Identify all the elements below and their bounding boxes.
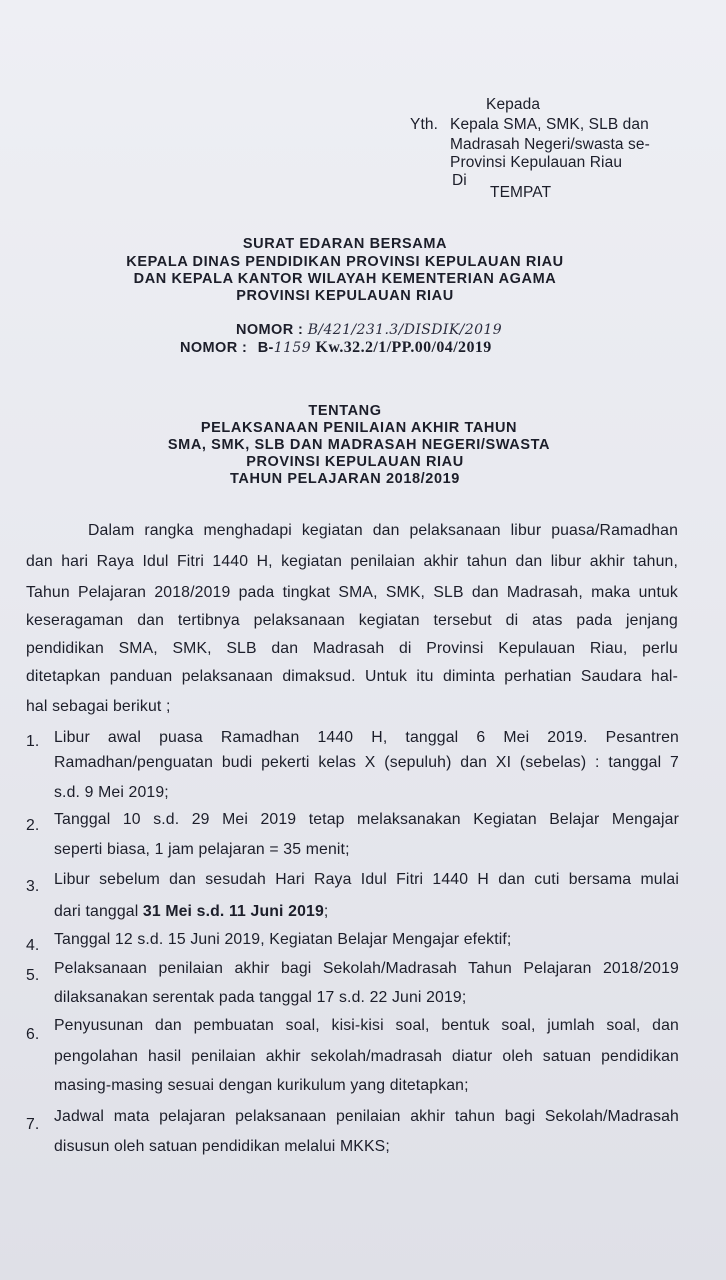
address-di: Di: [452, 172, 467, 189]
tentang-line-3: PROVINSI KEPULAUAN RIAU: [246, 454, 464, 470]
address-line1: Kepala SMA, SMK, SLB dan: [450, 116, 649, 133]
address-line2: Madrasah Negeri/swasta se-: [450, 136, 650, 153]
item-3-date-range: 31 Mei s.d. 11 Juni 2019: [142, 903, 324, 920]
item-5-number: 5.: [26, 967, 40, 984]
address-tempat: TEMPAT: [490, 184, 552, 201]
item-7-line-1: Jadwal mata pelajaran pelaksanaan penilaian akhir tahun bagi Sekolah/Madrasah: [54, 1108, 679, 1125]
item-3-line-2-prefix: dari tanggal: [54, 903, 143, 920]
intro-line-7: hal sebagai berikut ;: [26, 698, 171, 715]
item-1-line-3: s.d. 9 Mei 2019;: [54, 784, 169, 801]
item-5-line-1: Pelaksanaan penilaian akhir bagi Sekolah/Madrasah Tahun Pelajaran 2018/2019: [54, 960, 679, 977]
item-6-line-2: pengolahan hasil penilaian akhir sekolah/madrasah diatur oleh satuan pendidikan: [54, 1048, 679, 1065]
item-7-line-2: disusun oleh satuan pendidikan melalui MKKS;: [54, 1138, 390, 1155]
intro-line-2: dan hari Raya Idul Fitri 1440 H, kegiatan penilaian akhir tahun dan libur akhir tahun,: [26, 553, 678, 570]
title-line-2: KEPALA DINAS PENDIDIKAN PROVINSI KEPULAUAN RIAU: [126, 254, 564, 270]
item-2-line-1: Tanggal 10 s.d. 29 Mei 2019 tetap melaksanakan Kegiatan Belajar Mengajar: [54, 811, 679, 828]
item-3-number: 3.: [26, 878, 40, 895]
nomor-2-label: NOMOR :: [180, 340, 248, 356]
item-5-line-2: dilaksanakan serentak pada tanggal 17 s.d. 22 Juni 2019;: [54, 989, 467, 1006]
item-6-number: 6.: [26, 1026, 40, 1043]
nomor-2-handwritten: 1159: [273, 340, 312, 356]
address-kepada: Kepada: [486, 96, 541, 113]
item-1-number: 1.: [26, 733, 40, 750]
nomor-1: [236, 322, 502, 338]
nomor-2-prefix: B-: [257, 340, 274, 356]
intro-line-4: keseragaman dan tertibnya pelaksanaan kegiatan tersebut di atas pada jenjang: [26, 612, 678, 629]
tentang-line-1: PELAKSANAAN PENILAIAN AKHIR TAHUN: [200, 420, 518, 436]
item-1-line-2: Ramadhan/penguatan budi pekerti kelas X (sepuluh) dan XI (sebelas) : tanggal 7: [54, 754, 679, 771]
tentang-label: TENTANG: [308, 403, 382, 419]
item-2-number: 2.: [26, 817, 40, 834]
intro-line-6: ditetapkan panduan pelaksanaan dimaksud. Untuk itu diminta perhatian Saudara hal-: [26, 668, 678, 685]
item-3-line-2-suffix: ;: [323, 903, 329, 920]
item-6-line-3: masing-masing sesuai dengan kurikulum yang ditetapkan;: [54, 1077, 469, 1094]
item-2-line-2: seperti biasa, 1 jam pelajaran = 35 menit;: [54, 841, 350, 858]
nomor-1-label: NOMOR :: [236, 322, 304, 338]
title-line-3: DAN KEPALA KANTOR WILAYAH KEMENTERIAN AGAMA: [133, 271, 557, 287]
nomor-2: [180, 339, 492, 357]
intro-line-5: pendidikan SMA, SMK, SLB dan Madrasah di Provinsi Kepulauan Riau, perlu: [26, 640, 678, 657]
intro-line-1: Dalam rangka menghadapi kegiatan dan pelaksanaan libur puasa/Ramadhan: [88, 522, 678, 539]
item-4-line-1: Tanggal 12 s.d. 15 Juni 2019, Kegiatan Belajar Mengajar efektif;: [54, 931, 512, 948]
item-3-line-1: Libur sebelum dan sesudah Hari Raya Idul Fitri 1440 H dan cuti bersama mulai: [54, 871, 679, 888]
title-line-4: PROVINSI KEPULAUAN RIAU: [236, 288, 454, 304]
tentang-line-2: SMA, SMK, SLB DAN MADRASAH NEGERI/SWASTA: [167, 437, 551, 453]
item-6-line-1: Penyusunan dan pembuatan soal, kisi-kisi soal, bentuk soal, jumlah soal, dan: [54, 1017, 679, 1034]
item-3-line-2: [54, 898, 328, 926]
address-line3: Provinsi Kepulauan Riau: [450, 154, 623, 171]
item-4-number: 4.: [26, 937, 40, 954]
address-yth: Yth.: [410, 116, 438, 133]
item-7-number: 7.: [26, 1116, 40, 1133]
title-line-1: SURAT EDARAN BERSAMA: [242, 236, 448, 252]
nomor-1-handwritten: B/421/231.3/DISDIK/2019: [307, 322, 503, 338]
item-1-line-1: Libur awal puasa Ramadhan 1440 H, tanggal 6 Mei 2019. Pesantren: [54, 729, 679, 746]
nomor-2-value: Kw.32.2/1/PP.00/04/2019: [315, 339, 492, 356]
tentang-line-4: TAHUN PELAJARAN 2018/2019: [230, 471, 460, 487]
intro-line-3: Tahun Pelajaran 2018/2019 pada tingkat SMA, SMK, SLB dan Madrasah, maka untuk: [26, 584, 678, 601]
